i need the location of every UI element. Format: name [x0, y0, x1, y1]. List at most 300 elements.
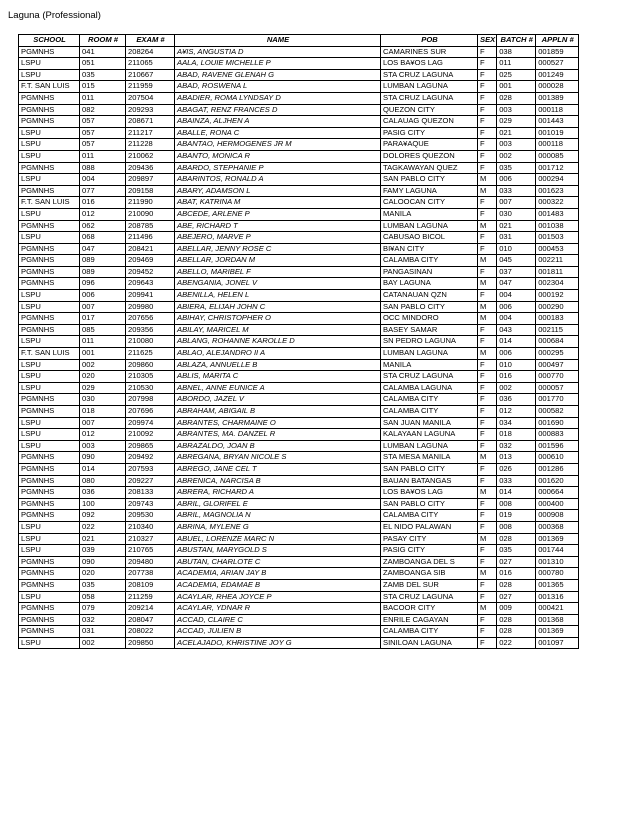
cell-appln: 001369	[536, 626, 579, 638]
cell-sex: F	[478, 336, 497, 348]
cell-batch: 006	[497, 174, 536, 186]
cell-name: ABELLAR, JENNY ROSE C	[175, 243, 381, 255]
cell-exam: 209860	[126, 359, 175, 371]
cell-pob: CALOOCAN CITY	[381, 197, 478, 209]
cell-appln: 001690	[536, 417, 579, 429]
cell-sex: F	[478, 556, 497, 568]
cell-exam: 209480	[126, 556, 175, 568]
cell-room: 018	[80, 406, 126, 418]
cell-sex: M	[478, 603, 497, 615]
cell-pob: CALAMBA CITY	[381, 510, 478, 522]
cell-sex: F	[478, 498, 497, 510]
table-row	[19, 185, 579, 197]
table-row	[19, 162, 579, 174]
cell-pob: ENRILE CAGAYAN	[381, 614, 478, 626]
cell-batch: 026	[497, 463, 536, 475]
cell-sex: F	[478, 417, 497, 429]
cell-exam: 210062	[126, 150, 175, 162]
cell-pob: DOLORES QUEZON	[381, 150, 478, 162]
cell-batch: 007	[497, 197, 536, 209]
cell-name: ABLAZA, ANNUELLE B	[175, 359, 381, 371]
header-appln: APPLN #	[536, 35, 579, 47]
cell-sex: F	[478, 521, 497, 533]
cell-pob: ZAMBOANGA DEL S	[381, 556, 478, 568]
cell-appln: 001316	[536, 591, 579, 603]
cell-name: ABELLO, MARIBEL F	[175, 266, 381, 278]
cell-batch: 009	[497, 603, 536, 615]
cell-appln: 000294	[536, 174, 579, 186]
table-row	[19, 487, 579, 499]
cell-school: LSPU	[19, 359, 80, 371]
cell-sex: F	[478, 116, 497, 128]
cell-exam: 208133	[126, 487, 175, 499]
table-row	[19, 81, 579, 93]
cell-batch: 008	[497, 498, 536, 510]
cell-room: 007	[80, 417, 126, 429]
cell-batch: 002	[497, 150, 536, 162]
cell-sex: F	[478, 58, 497, 70]
cell-batch: 003	[497, 139, 536, 151]
cell-room: 029	[80, 382, 126, 394]
table-row	[19, 533, 579, 545]
cell-sex: F	[478, 81, 497, 93]
cell-school: PGMNHS	[19, 614, 80, 626]
cell-exam: 208264	[126, 46, 175, 58]
cell-school: PGMNHS	[19, 116, 80, 128]
cell-batch: 028	[497, 626, 536, 638]
cell-sex: M	[478, 220, 497, 232]
cell-exam: 211990	[126, 197, 175, 209]
cell-name: ABRIL, MAGNOLIA N	[175, 510, 381, 522]
cell-exam: 209743	[126, 498, 175, 510]
table-row	[19, 313, 579, 325]
cell-room: 030	[80, 394, 126, 406]
cell-batch: 013	[497, 452, 536, 464]
cell-batch: 045	[497, 255, 536, 267]
cell-appln: 000684	[536, 336, 579, 348]
cell-batch: 019	[497, 510, 536, 522]
cell-pob: LUMBAN LAGUNA	[381, 81, 478, 93]
cell-name: ABAD, ROSWENA L	[175, 81, 381, 93]
cell-exam: 208671	[126, 116, 175, 128]
table-row	[19, 197, 579, 209]
cell-exam: 210080	[126, 336, 175, 348]
cell-name: ACCAD, JULIEN B	[175, 626, 381, 638]
cell-sex: F	[478, 197, 497, 209]
cell-pob: CALAMBA CITY	[381, 626, 478, 638]
cell-pob: STA CRUZ LAGUNA	[381, 69, 478, 81]
cell-appln: 001712	[536, 162, 579, 174]
cell-name: ABRANTES, MA. DANZEL R	[175, 429, 381, 441]
cell-pob: CALAMBA CITY	[381, 394, 478, 406]
cell-room: 011	[80, 336, 126, 348]
table-row	[19, 92, 579, 104]
cell-batch: 037	[497, 266, 536, 278]
table-row	[19, 139, 579, 151]
cell-school: PGMNHS	[19, 487, 80, 499]
table-row	[19, 579, 579, 591]
cell-batch: 033	[497, 185, 536, 197]
cell-appln: 000883	[536, 429, 579, 441]
cell-room: 036	[80, 487, 126, 499]
cell-exam: 209227	[126, 475, 175, 487]
cell-batch: 006	[497, 301, 536, 313]
cell-name: ABNEL, ANNE EUNICE A	[175, 382, 381, 394]
cell-school: LSPU	[19, 521, 80, 533]
cell-exam: 209356	[126, 324, 175, 336]
table-row	[19, 232, 579, 244]
cell-sex: F	[478, 232, 497, 244]
cell-batch: 006	[497, 348, 536, 360]
cell-school: LSPU	[19, 139, 80, 151]
cell-exam: 207593	[126, 463, 175, 475]
cell-appln: 000085	[536, 150, 579, 162]
cell-room: 039	[80, 545, 126, 557]
cell-name: ABELLAR, JORDAN M	[175, 255, 381, 267]
cell-name: ABCEDE, ARLENE P	[175, 208, 381, 220]
cell-batch: 010	[497, 359, 536, 371]
cell-batch: 018	[497, 429, 536, 441]
table-row	[19, 614, 579, 626]
cell-school: PGMNHS	[19, 406, 80, 418]
cell-exam: 208421	[126, 243, 175, 255]
cell-exam: 208109	[126, 579, 175, 591]
cell-appln: 001811	[536, 266, 579, 278]
cell-sex: M	[478, 487, 497, 499]
cell-exam: 211065	[126, 58, 175, 70]
table-row	[19, 58, 579, 70]
cell-batch: 014	[497, 487, 536, 499]
cell-pob: SN PEDRO LAGUNA	[381, 336, 478, 348]
cell-pob: BI¥AN CITY	[381, 243, 478, 255]
cell-sex: F	[478, 46, 497, 58]
cell-batch: 004	[497, 290, 536, 302]
cell-exam: 210667	[126, 69, 175, 81]
cell-sex: F	[478, 359, 497, 371]
cell-school: LSPU	[19, 533, 80, 545]
cell-school: LSPU	[19, 382, 80, 394]
table-row	[19, 348, 579, 360]
cell-room: 006	[80, 290, 126, 302]
cell-appln: 001389	[536, 92, 579, 104]
cell-name: ABARY, ADAMSON L	[175, 185, 381, 197]
table-row	[19, 452, 579, 464]
cell-name: A¥IS, ANGUSTIA D	[175, 46, 381, 58]
cell-school: PGMNHS	[19, 498, 80, 510]
cell-pob: PASIG CITY	[381, 545, 478, 557]
cell-pob: SAN PABLO CITY	[381, 301, 478, 313]
cell-exam: 211217	[126, 127, 175, 139]
table-row	[19, 150, 579, 162]
cell-name: ABRANTES, CHARMAINE O	[175, 417, 381, 429]
cell-appln: 001368	[536, 614, 579, 626]
cell-room: 031	[80, 626, 126, 638]
cell-exam: 207656	[126, 313, 175, 325]
table-row	[19, 324, 579, 336]
cell-exam: 209214	[126, 603, 175, 615]
cell-room: 003	[80, 440, 126, 452]
cell-school: F.T. SAN LUIS	[19, 197, 80, 209]
cell-batch: 028	[497, 614, 536, 626]
cell-school: PGMNHS	[19, 46, 80, 58]
cell-name: ABIHAY, CHRISTOPHER O	[175, 313, 381, 325]
cell-exam: 210090	[126, 208, 175, 220]
cell-appln: 000908	[536, 510, 579, 522]
cell-pob: PASIG CITY	[381, 127, 478, 139]
cell-pob: OCC MINDORO	[381, 313, 478, 325]
cell-pob: SAN PABLO CITY	[381, 498, 478, 510]
cell-exam: 211259	[126, 591, 175, 603]
cell-appln: 001744	[536, 545, 579, 557]
cell-exam: 209941	[126, 290, 175, 302]
cell-appln: 001596	[536, 440, 579, 452]
cell-sex: F	[478, 208, 497, 220]
cell-exam: 209452	[126, 266, 175, 278]
cell-school: LSPU	[19, 591, 80, 603]
cell-school: PGMNHS	[19, 579, 80, 591]
cell-batch: 033	[497, 475, 536, 487]
cell-school: LSPU	[19, 637, 80, 649]
cell-name: ABAINZA, ALJHEN A	[175, 116, 381, 128]
cell-room: 012	[80, 429, 126, 441]
cell-pob: MANILA	[381, 359, 478, 371]
cell-sex: F	[478, 579, 497, 591]
table-row	[19, 255, 579, 267]
cell-sex: F	[478, 371, 497, 383]
cell-room: 035	[80, 69, 126, 81]
cell-room: 077	[80, 185, 126, 197]
cell-school: PGMNHS	[19, 278, 80, 290]
cell-room: 089	[80, 255, 126, 267]
cell-room: 079	[80, 603, 126, 615]
cell-sex: F	[478, 139, 497, 151]
table-row	[19, 394, 579, 406]
cell-name: ABARDO, STEPHANIE P	[175, 162, 381, 174]
cell-exam: 210327	[126, 533, 175, 545]
cell-exam: 210305	[126, 371, 175, 383]
cell-sex: M	[478, 255, 497, 267]
cell-appln: 000118	[536, 104, 579, 116]
cell-batch: 028	[497, 533, 536, 545]
header-exam: EXAM #	[126, 35, 175, 47]
cell-appln: 000453	[536, 243, 579, 255]
cell-school: LSPU	[19, 127, 80, 139]
cell-room: 062	[80, 220, 126, 232]
cell-exam: 209492	[126, 452, 175, 464]
table-row	[19, 336, 579, 348]
cell-appln: 001038	[536, 220, 579, 232]
cell-room: 002	[80, 637, 126, 649]
cell-batch: 008	[497, 521, 536, 533]
cell-school: LSPU	[19, 429, 80, 441]
cell-batch: 014	[497, 336, 536, 348]
cell-sex: F	[478, 127, 497, 139]
table-row	[19, 69, 579, 81]
cell-appln: 002115	[536, 324, 579, 336]
cell-sex: F	[478, 104, 497, 116]
cell-appln: 002211	[536, 255, 579, 267]
cell-batch: 003	[497, 104, 536, 116]
cell-exam: 209865	[126, 440, 175, 452]
table-row	[19, 475, 579, 487]
cell-school: PGMNHS	[19, 394, 80, 406]
cell-appln: 001249	[536, 69, 579, 81]
cell-appln: 002304	[536, 278, 579, 290]
cell-batch: 030	[497, 208, 536, 220]
cell-room: 092	[80, 510, 126, 522]
cell-name: ACADEMIA, ARIAN JAY B	[175, 568, 381, 580]
cell-school: PGMNHS	[19, 185, 80, 197]
cell-name: ABUEL, LORENZE MARC N	[175, 533, 381, 545]
cell-school: PGMNHS	[19, 603, 80, 615]
cell-room: 047	[80, 243, 126, 255]
cell-school: PGMNHS	[19, 556, 80, 568]
cell-pob: CATANAUAN QZN	[381, 290, 478, 302]
cell-name: ABE, RICHARD T	[175, 220, 381, 232]
cell-batch: 035	[497, 162, 536, 174]
cell-exam: 210530	[126, 382, 175, 394]
cell-appln: 001623	[536, 185, 579, 197]
cell-appln: 000057	[536, 382, 579, 394]
cell-sex: F	[478, 92, 497, 104]
cell-school: PGMNHS	[19, 104, 80, 116]
cell-sex: F	[478, 150, 497, 162]
cell-school: F.T. SAN LUIS	[19, 348, 80, 360]
header-name: NAME	[175, 35, 381, 47]
cell-pob: LOS BA¥OS LAG	[381, 487, 478, 499]
cell-exam: 211228	[126, 139, 175, 151]
cell-sex: F	[478, 162, 497, 174]
cell-school: PGMNHS	[19, 568, 80, 580]
cell-school: PGMNHS	[19, 313, 80, 325]
cell-room: 011	[80, 92, 126, 104]
cell-appln: 001019	[536, 127, 579, 139]
cell-name: ABEJERO, MARVE P	[175, 232, 381, 244]
cell-room: 090	[80, 452, 126, 464]
cell-pob: CALAUAG QUEZON	[381, 116, 478, 128]
cell-batch: 027	[497, 591, 536, 603]
cell-name: ACAYLAR, YDNAR R	[175, 603, 381, 615]
cell-name: ABRIL, GLORIFEL E	[175, 498, 381, 510]
cell-name: ABADIER, ROMA LYNDSAY D	[175, 92, 381, 104]
cell-pob: SAN JUAN MANILA	[381, 417, 478, 429]
cell-batch: 029	[497, 116, 536, 128]
cell-room: 068	[80, 232, 126, 244]
cell-sex: M	[478, 185, 497, 197]
cell-exam: 209293	[126, 104, 175, 116]
table-row	[19, 116, 579, 128]
cell-school: PGMNHS	[19, 463, 80, 475]
cell-pob: SINILOAN LAGUNA	[381, 637, 478, 649]
table-body	[19, 46, 579, 649]
cell-appln: 001369	[536, 533, 579, 545]
cell-room: 011	[80, 150, 126, 162]
cell-sex: F	[478, 614, 497, 626]
cell-name: ABAD, RAVENE GLENAH G	[175, 69, 381, 81]
cell-sex: F	[478, 626, 497, 638]
cell-appln: 001770	[536, 394, 579, 406]
cell-name: ABREGANA, BRYAN NICOLE S	[175, 452, 381, 464]
cell-name: ABRINA, MYLENE G	[175, 521, 381, 533]
cell-room: 021	[80, 533, 126, 545]
cell-appln: 000322	[536, 197, 579, 209]
header-sex: SEX	[478, 35, 497, 47]
cell-pob: BAUAN BATANGAS	[381, 475, 478, 487]
cell-exam: 209530	[126, 510, 175, 522]
cell-batch: 038	[497, 46, 536, 58]
cell-pob: STA CRUZ LAGUNA	[381, 92, 478, 104]
cell-pob: KALAYAAN LAGUNA	[381, 429, 478, 441]
cell-name: ABRAHAM, ABIGAIL B	[175, 406, 381, 418]
header-school: SCHOOL	[19, 35, 80, 47]
cell-batch: 028	[497, 579, 536, 591]
cell-exam: 209897	[126, 174, 175, 186]
table-row	[19, 208, 579, 220]
cell-school: LSPU	[19, 58, 80, 70]
cell-batch: 047	[497, 278, 536, 290]
table-row	[19, 510, 579, 522]
cell-name: ABANTO, MONICA R	[175, 150, 381, 162]
cell-appln: 000664	[536, 487, 579, 499]
cell-school: LSPU	[19, 174, 80, 186]
cell-exam: 209974	[126, 417, 175, 429]
cell-pob: SAN PABLO CITY	[381, 174, 478, 186]
cell-school: LSPU	[19, 150, 80, 162]
cell-room: 020	[80, 568, 126, 580]
cell-sex: M	[478, 452, 497, 464]
cell-name: ABORDO, JAZEL V	[175, 394, 381, 406]
cell-appln: 000770	[536, 371, 579, 383]
cell-school: PGMNHS	[19, 324, 80, 336]
cell-room: 082	[80, 104, 126, 116]
cell-appln: 001286	[536, 463, 579, 475]
cell-name: ABLIS, MARITA C	[175, 371, 381, 383]
cell-room: 057	[80, 139, 126, 151]
cell-batch: 010	[497, 243, 536, 255]
cell-batch: 011	[497, 58, 536, 70]
cell-sex: F	[478, 324, 497, 336]
cell-pob: CALAMBA LAGUNA	[381, 382, 478, 394]
cell-batch: 021	[497, 127, 536, 139]
cell-school: PGMNHS	[19, 626, 80, 638]
cell-exam: 211496	[126, 232, 175, 244]
cell-exam: 208785	[126, 220, 175, 232]
cell-school: LSPU	[19, 290, 80, 302]
cell-pob: ZAMB DEL SUR	[381, 579, 478, 591]
table-row	[19, 127, 579, 139]
cell-name: ABIERA, ELIJAH JOHN C	[175, 301, 381, 313]
cell-sex: M	[478, 313, 497, 325]
cell-exam: 209850	[126, 637, 175, 649]
cell-pob: LUMBAN LAGUNA	[381, 440, 478, 452]
cell-pob: ZAMBOANGA SIB	[381, 568, 478, 580]
cell-name: ABENGANIA, JONEL V	[175, 278, 381, 290]
cell-exam: 211625	[126, 348, 175, 360]
table-row	[19, 429, 579, 441]
table-row	[19, 545, 579, 557]
cell-school: PGMNHS	[19, 510, 80, 522]
cell-sex: F	[478, 637, 497, 649]
cell-sex: F	[478, 475, 497, 487]
cell-school: PGMNHS	[19, 266, 80, 278]
cell-batch: 043	[497, 324, 536, 336]
cell-room: 096	[80, 278, 126, 290]
cell-school: LSPU	[19, 417, 80, 429]
cell-room: 012	[80, 208, 126, 220]
cell-pob: TAGKAWAYAN QUEZ	[381, 162, 478, 174]
cell-pob: CAMARINES SUR	[381, 46, 478, 58]
cell-pob: MANILA	[381, 208, 478, 220]
